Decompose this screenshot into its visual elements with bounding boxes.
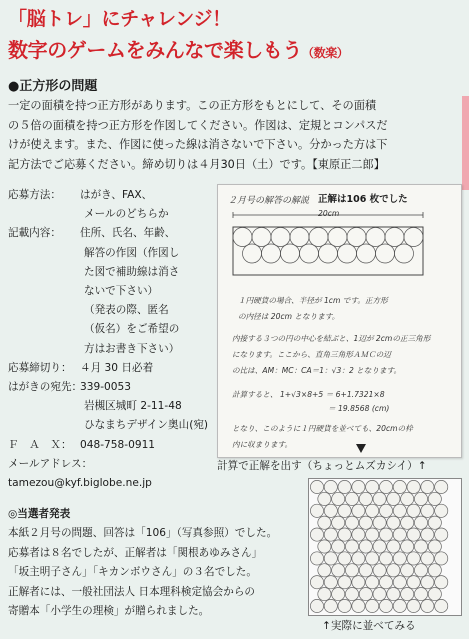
grid-coin	[366, 480, 379, 493]
grid-coin	[324, 504, 337, 517]
page-title-line1: 「脳トレ」にチャレンジ！	[8, 8, 231, 30]
grid-coin	[428, 492, 441, 505]
grid-coin	[318, 588, 331, 601]
grid-coin	[387, 516, 400, 529]
grid-coin	[324, 576, 337, 589]
grid-coin	[401, 540, 414, 553]
sketch-coin	[309, 228, 328, 247]
grid-coin	[414, 516, 427, 529]
photo-note: になります。ここから、直角三角形ＡＭＣの辺	[232, 350, 391, 359]
grid-coin	[310, 599, 323, 612]
fax-label: Ｆ Ａ Ｘ：	[8, 438, 72, 451]
grid-coin	[421, 599, 434, 612]
sketch-coin	[233, 228, 252, 247]
sketch-coin	[319, 244, 338, 263]
coin-grid-photo	[308, 478, 462, 616]
grid-coin	[338, 528, 351, 541]
grid-coin	[373, 588, 386, 601]
grid-coin	[421, 504, 434, 517]
content-line: （仮名）をご希望の	[84, 323, 180, 336]
grid-coin	[393, 528, 406, 541]
sketch-coin	[262, 244, 281, 263]
photo-note: 計算すると、 1+√3×8+5 ＝ 6+1.7321×8	[232, 390, 385, 399]
grid-coin	[324, 480, 337, 493]
title-tag: （数楽）	[302, 46, 349, 60]
grid-coin	[366, 528, 379, 541]
grid-coin	[393, 599, 406, 612]
grid-coin	[387, 540, 400, 553]
grid-coin	[359, 588, 372, 601]
grid-coin	[332, 540, 345, 553]
title-main: 数字のゲームをみんなで楽しもう	[8, 38, 302, 62]
grid-coin	[324, 599, 337, 612]
grid-coin	[324, 528, 337, 541]
photo-note: ＝ 19.8568 (cm)	[328, 404, 390, 413]
method-value: はがき、FAX、	[80, 189, 153, 201]
sketch-coin	[376, 244, 395, 263]
down-arrow-icon	[356, 444, 366, 453]
address-label: はがきの宛先：	[8, 381, 83, 394]
grid-coin	[373, 564, 386, 577]
address-line: 岩槻区城町 2-11-48	[84, 400, 182, 413]
grid-coin	[414, 564, 427, 577]
grid-coin	[393, 504, 406, 517]
grid-coin	[435, 504, 448, 517]
grid-coin	[352, 599, 365, 612]
grid-coin	[393, 576, 406, 589]
grid-coin	[332, 516, 345, 529]
grid-coin	[338, 504, 351, 517]
grid-coin	[338, 480, 351, 493]
content-line: 住所、氏名、年齢、	[80, 227, 176, 240]
grid-coin	[318, 516, 331, 529]
content-label: 記載内容：	[8, 227, 61, 240]
grid-coin	[332, 564, 345, 577]
grid-coin	[428, 516, 441, 529]
photo-title: ２月号の解答の解説	[228, 196, 310, 206]
grid-coin	[421, 576, 434, 589]
grid-coin	[435, 480, 448, 493]
sketch-coin	[338, 244, 357, 263]
sketch-coin	[328, 228, 347, 247]
grid-coin	[407, 552, 420, 565]
grid-coin	[387, 564, 400, 577]
sketch-coin	[357, 244, 376, 263]
grid-coin	[352, 504, 365, 517]
application-info	[8, 186, 213, 493]
sketch-coin	[271, 228, 290, 247]
sketch-coin	[347, 228, 366, 247]
grid-coin	[345, 588, 358, 601]
sketch-coin	[300, 244, 319, 263]
grid-coin	[435, 552, 448, 565]
grid-coin	[407, 599, 420, 612]
photo-caption: 正解は106 枚でした	[318, 194, 408, 205]
grid-coin	[359, 516, 372, 529]
winners-line: 寄贈本「小学生の理検」が贈られました。	[8, 605, 210, 618]
photo-note: の比は、AM：MC：CA＝1：√3：2 となります。	[232, 366, 402, 375]
grid-coin	[379, 552, 392, 565]
grid-coin	[310, 504, 323, 517]
winners-section	[8, 505, 308, 621]
width-label: 20cm	[318, 209, 340, 218]
winners-line: 応募者は８名でしたが、正解者は「関根あゆみさん」	[8, 546, 263, 559]
grid-coin	[435, 528, 448, 541]
sketch-coin	[366, 228, 385, 247]
grid-coin	[379, 528, 392, 541]
grid-coin	[332, 588, 345, 601]
grid-coin	[359, 540, 372, 553]
grid-coin	[338, 552, 351, 565]
grid-coin	[407, 504, 420, 517]
grid-coin	[318, 540, 331, 553]
method-label: 応募方法：	[8, 189, 61, 201]
photo-note: 内接する３つの円の中心を結ぶと、1辺が 2cmの正三角形	[232, 334, 431, 343]
photo-note: １円硬貨の場合、半径が 1cm です。正方形	[238, 296, 388, 305]
grid-coin	[387, 588, 400, 601]
grid-coin	[401, 492, 414, 505]
page-edge-tab	[462, 96, 469, 190]
grid-coin	[414, 492, 427, 505]
content-line: 解答の作図（作図し	[84, 246, 180, 259]
grid-coin	[421, 480, 434, 493]
grid-coin	[435, 576, 448, 589]
grid-coin	[373, 540, 386, 553]
grid-coin	[379, 599, 392, 612]
sketch-coin	[385, 228, 404, 247]
grid-coin	[310, 552, 323, 565]
grid-coin	[310, 528, 323, 541]
address-line: ひなまちデザイン奥山(宛)	[84, 419, 209, 432]
content-line: （発表の際、匿名	[84, 304, 169, 317]
answer-photo	[217, 184, 462, 458]
grid-coin	[379, 504, 392, 517]
winners-heading: ◎当選者発表	[8, 508, 71, 520]
method-value-2: メールのどちらか	[84, 208, 169, 221]
mail-value: tamezou@kyf.biglobe.ne.jp	[8, 477, 152, 490]
photo-note: の内径は 20cm となります。	[238, 312, 340, 321]
grid-coin	[379, 480, 392, 493]
grid-coin	[407, 480, 420, 493]
sketch-coin	[290, 228, 309, 247]
grid-coin	[393, 480, 406, 493]
photo-note: となり、このように１円硬貨を並べても、20cmの枠	[232, 424, 413, 433]
grid-coin	[332, 492, 345, 505]
problem-line: 記方法でご応募ください。締め切りは４月30日（土）です。【東原正二郎】	[8, 157, 385, 171]
grid-coin	[373, 516, 386, 529]
deadline-label: 応募締切り：	[8, 361, 72, 374]
content-line: 方はお書き下さい）	[84, 342, 180, 355]
problem-heading: ●正方形の問題	[8, 79, 98, 94]
grid-coin	[345, 564, 358, 577]
grid-coin	[428, 540, 441, 553]
grid-coin	[338, 599, 351, 612]
winners-line: 「坂主明子さん」「キカンボウさん」の３名でした。	[8, 566, 257, 579]
problem-text	[8, 96, 463, 174]
grid-coin	[352, 528, 365, 541]
grid-coin	[359, 564, 372, 577]
mail-label: メールアドレス：	[8, 457, 93, 470]
sketch-coin	[252, 228, 271, 247]
fax-value: 048-758-0911	[80, 438, 156, 451]
grid-coin	[318, 492, 331, 505]
address-line: 339-0053	[80, 381, 132, 394]
grid-coin	[407, 576, 420, 589]
grid-coin	[352, 480, 365, 493]
page-title-line2	[8, 34, 348, 63]
grid-coin	[428, 564, 441, 577]
grid-coin	[345, 492, 358, 505]
grid-coin	[352, 576, 365, 589]
grid-coin	[310, 576, 323, 589]
grid-coin	[407, 528, 420, 541]
problem-line: けが使えます。また、作図に使った線は消さないで下さい。分かった方は下	[8, 138, 388, 152]
content-line: た図で補助線は消さ	[84, 265, 180, 278]
grid-coin	[318, 564, 331, 577]
photo-note: 内に収まります。	[232, 440, 293, 449]
winners-line: 本紙２月号の問題、回答は「106」（写真参照）でした。	[8, 527, 278, 540]
grid-coin	[414, 540, 427, 553]
grid-coin	[338, 576, 351, 589]
calc-caption: 計算で正解を出す（ちょっとムズカシイ）↑	[217, 460, 427, 472]
sketch-coin	[243, 244, 262, 263]
coin-grid	[309, 479, 461, 615]
grid-coin	[379, 576, 392, 589]
grid-coin	[401, 516, 414, 529]
grid-coin	[414, 588, 427, 601]
grid-coin	[352, 552, 365, 565]
deadline-value: ４月 30 日必着	[80, 361, 154, 374]
sketch-coin	[404, 228, 423, 247]
grid-coin	[366, 552, 379, 565]
content-line: ないで下さい）	[84, 285, 159, 298]
problem-line: 一定の面積を持つ正方形があります。この正方形をもとにして、その面積	[8, 99, 377, 112]
sketch-coin	[281, 244, 300, 263]
grid-coin	[428, 588, 441, 601]
grid-coin	[310, 480, 323, 493]
grid-coin	[421, 528, 434, 541]
grid-coin	[345, 516, 358, 529]
grid-coin	[366, 504, 379, 517]
grid-coin	[366, 576, 379, 589]
grid-coin	[401, 564, 414, 577]
grid-coin	[421, 552, 434, 565]
grid-coin	[366, 599, 379, 612]
grid-coin	[324, 552, 337, 565]
arrange-caption: ↑実際に並べてみる	[322, 620, 416, 632]
grid-coin	[401, 588, 414, 601]
grid-coin	[387, 492, 400, 505]
sketch-coin	[395, 244, 414, 263]
grid-coin	[435, 599, 448, 612]
grid-coin	[345, 540, 358, 553]
grid-coin	[373, 492, 386, 505]
winners-line: 正解者には、一般社団法人 日本理科検定協会からの	[8, 585, 256, 598]
grid-coin	[359, 492, 372, 505]
problem-line: の５倍の面積を持つ正方形を作図してください。作図は、定規とコンパスだ	[8, 118, 388, 132]
grid-coin	[393, 552, 406, 565]
